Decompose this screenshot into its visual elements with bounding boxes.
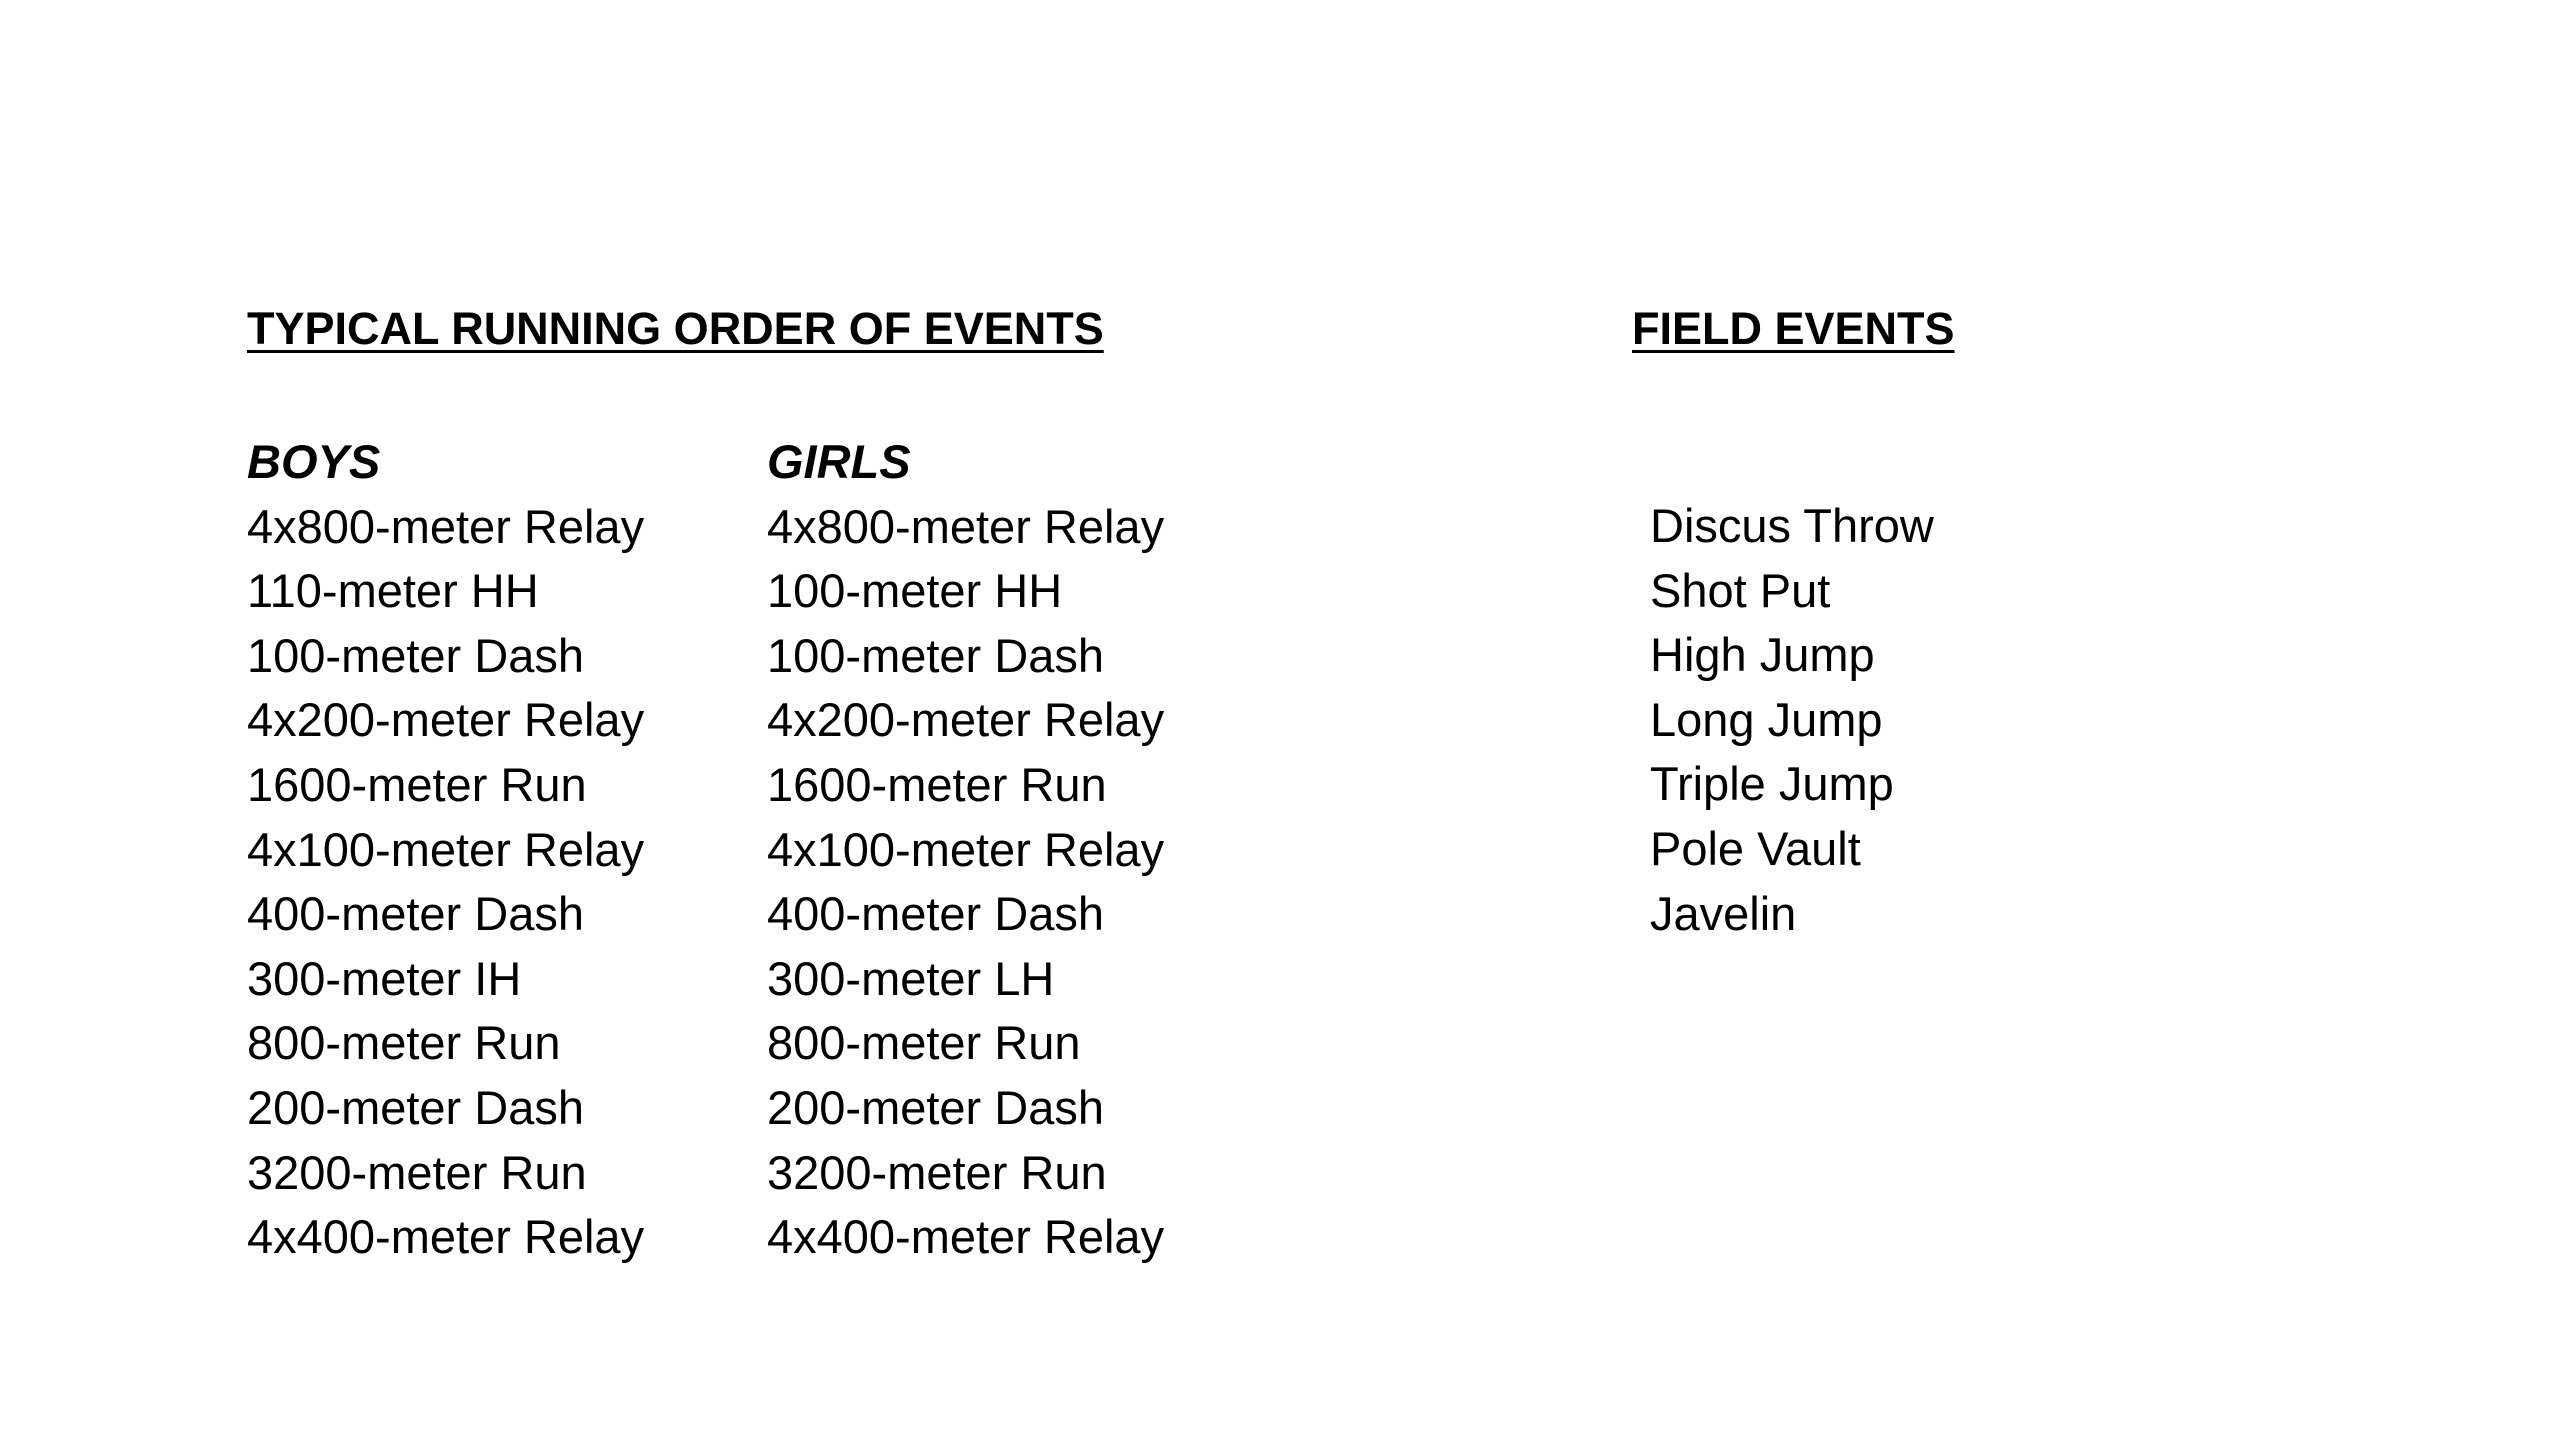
boys-event: 110-meter HH [247,564,539,618]
field-event: Pole Vault [1650,821,1861,875]
field-event: Triple Jump [1650,757,1894,811]
boys-event: 1600-meter Run [247,757,587,811]
girls-event: 4x800-meter Relay [767,499,1165,553]
field-event: Long Jump [1650,692,1883,746]
girls-event: 300-meter LH [767,951,1055,1005]
boys-event: 4x100-meter Relay [247,822,645,876]
girls-event: 200-meter Dash [767,1080,1104,1134]
field-events-list [1650,494,1934,946]
girls-events-list [767,430,1164,1270]
boys-event: 4x200-meter Relay [247,693,645,747]
field-events-heading: FIELD EVENTS [1632,303,1955,354]
field-event: Javelin [1650,886,1797,940]
girls-event: 3200-meter Run [767,1145,1107,1199]
boys-event: 400-meter Dash [247,887,584,941]
field-event: Discus Throw [1650,499,1934,552]
girls-column-label: GIRLS [767,435,911,488]
field-event: High Jump [1650,628,1875,682]
girls-event: 400-meter Dash [767,887,1104,941]
girls-event: 100-meter Dash [767,628,1104,682]
girls-event: 800-meter Run [767,1016,1081,1070]
boys-event: 200-meter Dash [247,1080,584,1134]
boys-event: 100-meter Dash [247,628,584,682]
girls-event: 100-meter HH [767,564,1063,618]
boys-event: 800-meter Run [247,1016,561,1070]
field-event: Shot Put [1650,563,1831,617]
girls-event: 1600-meter Run [767,757,1107,811]
girls-event: 4x400-meter Relay [767,1210,1165,1264]
running-order-heading: TYPICAL RUNNING ORDER OF EVENTS [247,303,1104,354]
girls-event: 4x100-meter Relay [767,822,1165,876]
boys-event: 4x400-meter Relay [247,1210,645,1264]
boys-event: 3200-meter Run [247,1145,587,1199]
boys-event: 4x800-meter Relay [247,499,645,553]
boys-column-label: BOYS [247,435,381,488]
boys-events-list [247,430,644,1270]
girls-event: 4x200-meter Relay [767,693,1165,747]
boys-event: 300-meter IH [247,951,522,1005]
